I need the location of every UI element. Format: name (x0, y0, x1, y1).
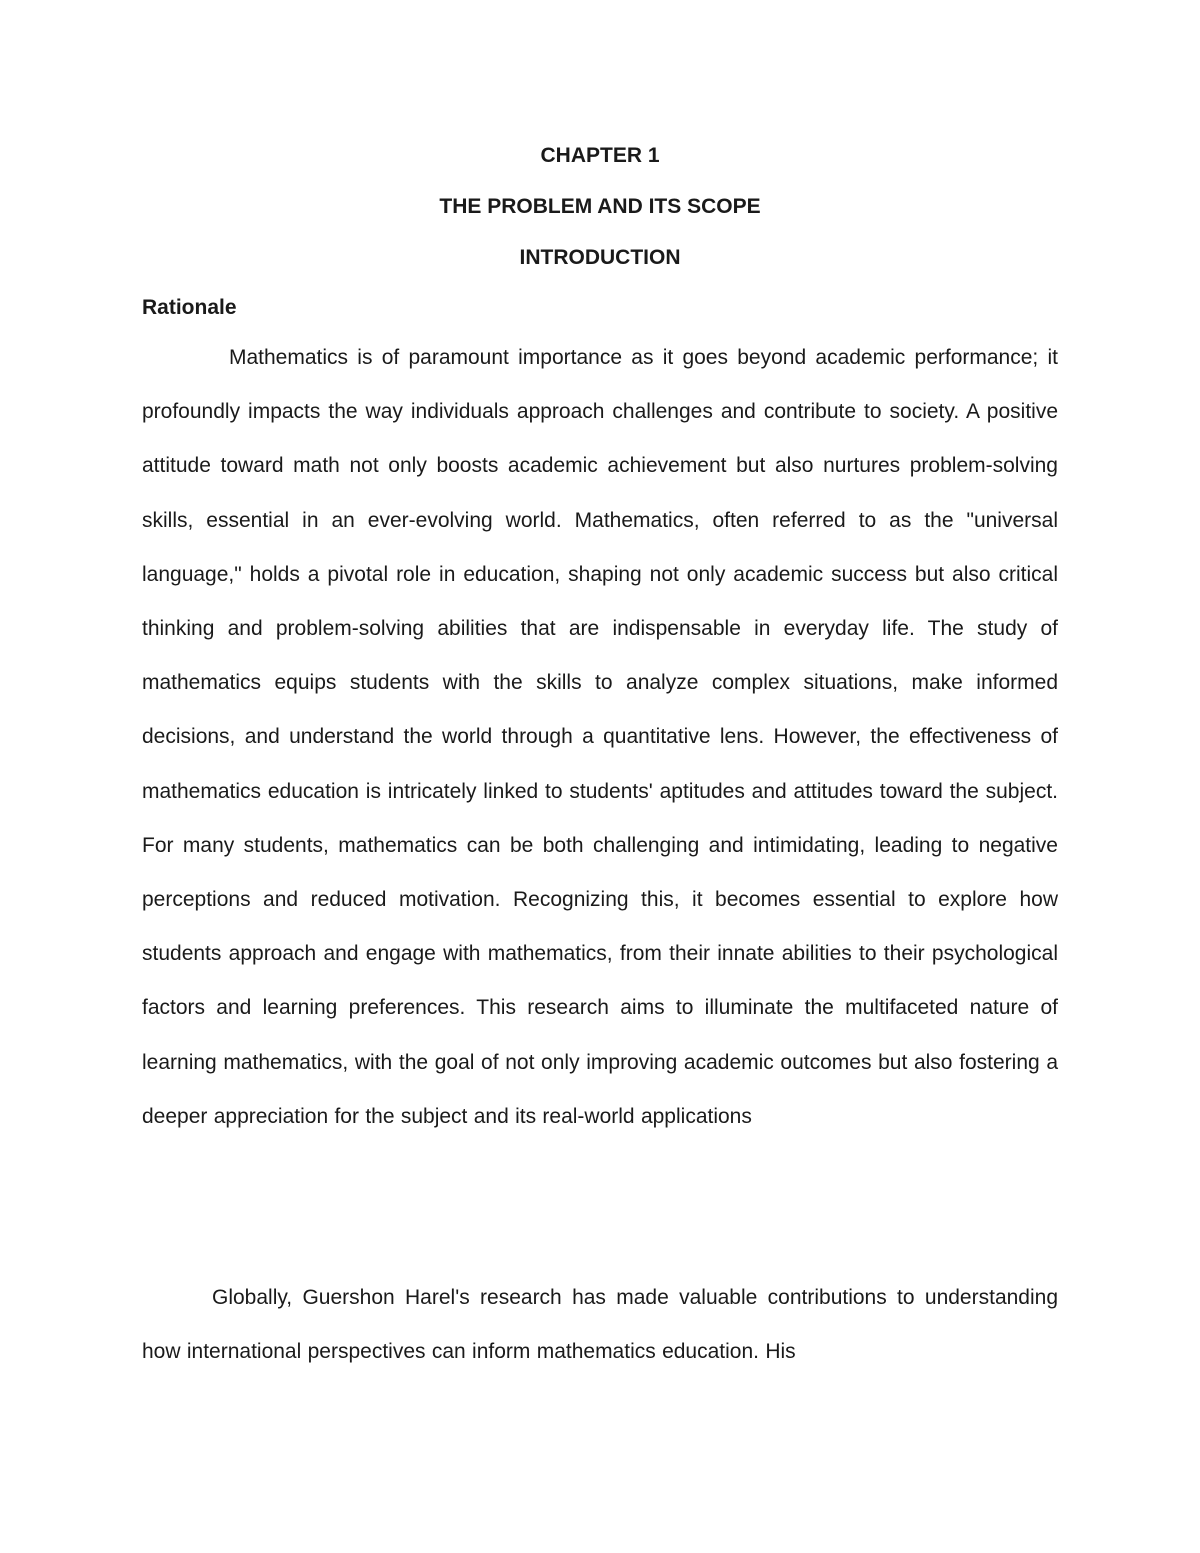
introduction-heading: INTRODUCTION (519, 246, 681, 269)
chapter-title: THE PROBLEM AND ITS SCOPE (439, 195, 761, 218)
global-context-paragraph: Globally, Guershon Harel's research has made valuable contributions to understanding how international perspectives can inform mathematics education. His (142, 1286, 1058, 1364)
rationale-paragraph: Mathematics is of paramount importance as it goes beyond academic performance; it profoundly impacts the way individuals approach challenges and contribute to society. A positive attitude toward math not only boosts academic achievement but also nurtures problem-solving skills, essential in an ever-evolving world. Mathematics, often referred to as the "universal language," holds a pivotal role in education, shaping not only academic success but also critical thinking and problem-solving abilities that are indispensable in everyday life. The study of mathematics equips students with the skills to analyze complex situations, make informed decisions, and understand the world through a quantitative lens. However, the effectiveness of mathematics education is intricately linked to students' aptitudes and attitudes toward the subject. For many students, mathematics can be both challenging and intimidating, leading to negative perceptions and reduced motivation. Recognizing this, it becomes essential to explore how students approach and engage with mathematics, from their innate abilities to their psychological factors and learning preferences. This research aims to illuminate the multifaceted nature of learning mathematics, with the goal of not only improving academic outcomes but also fostering a deeper appreciation for the subject and its real-world applications (142, 346, 1058, 1128)
chapter-number: CHAPTER 1 (540, 144, 660, 167)
rationale-heading: Rationale (142, 296, 237, 319)
